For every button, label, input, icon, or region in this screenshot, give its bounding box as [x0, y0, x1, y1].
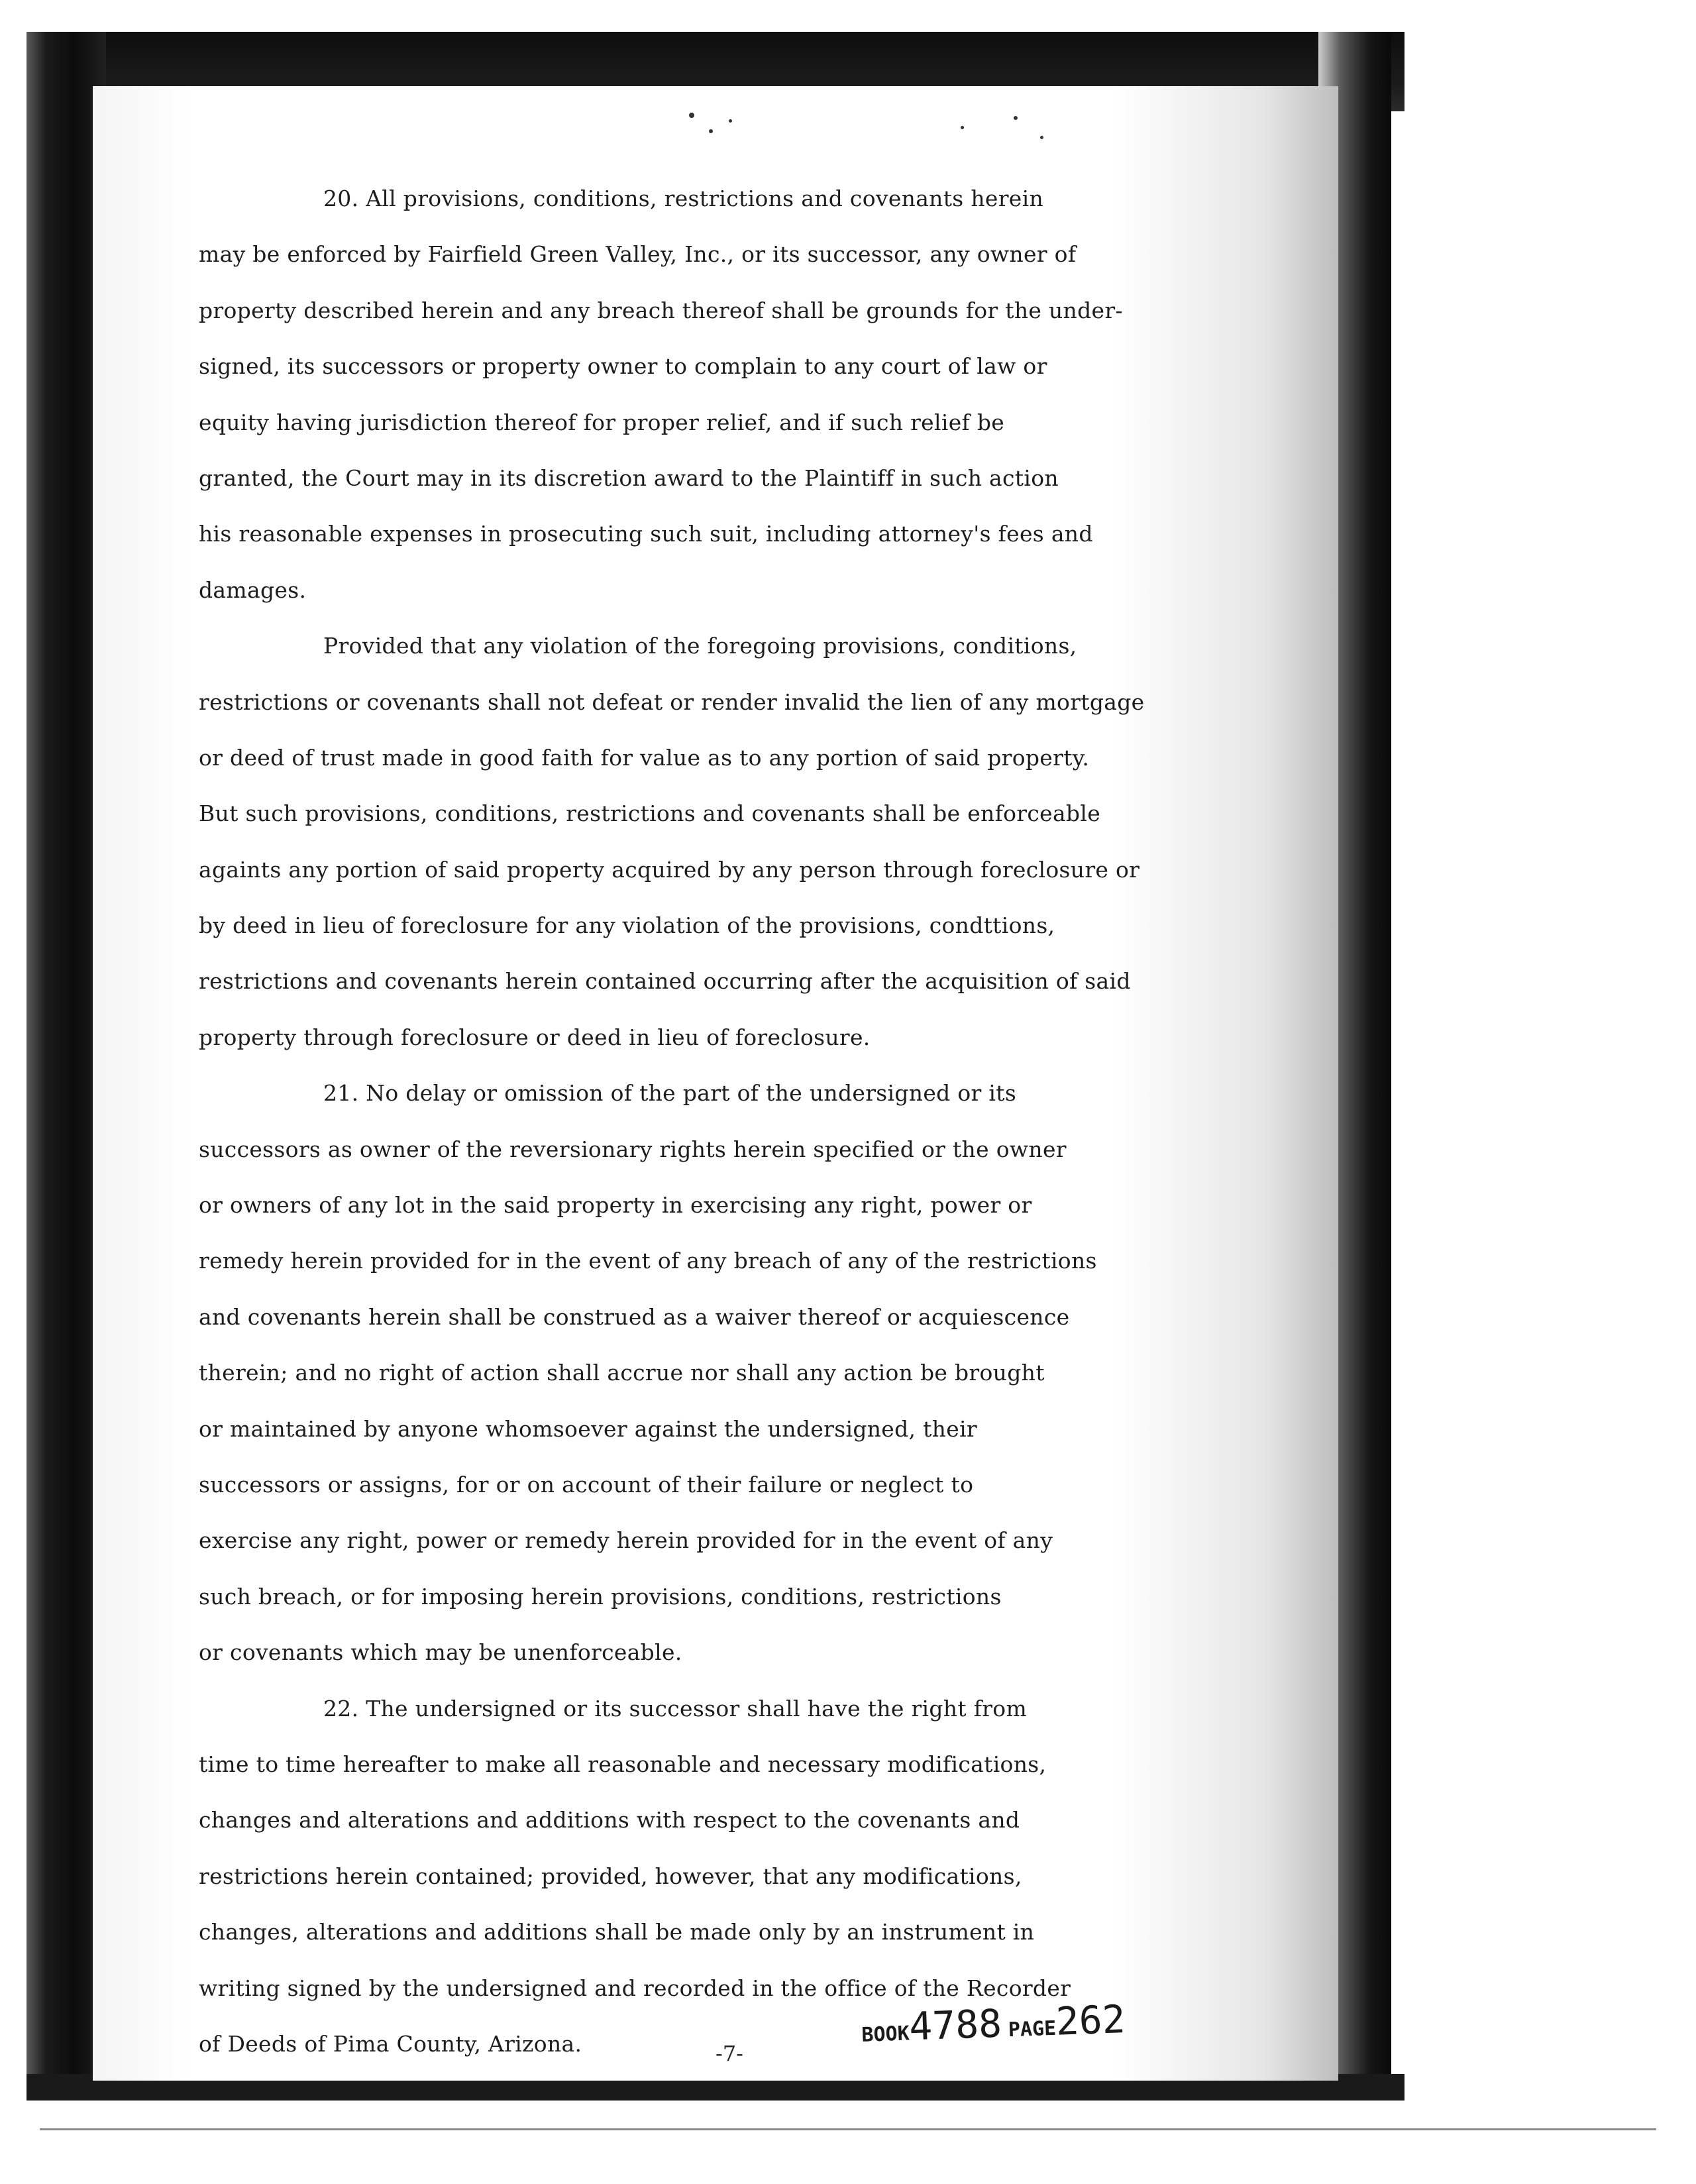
text-line: therein; and no right of action shall accrue nor shall any action be brought	[199, 1360, 1045, 1386]
text-line: damages.	[199, 576, 307, 603]
text-line: or covenants which may be unenforceable.	[199, 1639, 682, 1666]
text-line: or maintained by anyone whomsoever against the undersigned, their	[199, 1415, 977, 1442]
scan-speck	[709, 129, 713, 133]
text-line: signed, its successors or property owner to complain to any court of law or	[199, 353, 1047, 380]
page-ref: 262	[1055, 1996, 1126, 2044]
text-line: property through foreclosure or deed in lieu of foreclosure.	[199, 1024, 871, 1050]
text-line: his reasonable expenses in prosecuting such suit, including attorney's fees and	[199, 521, 1093, 547]
text-line: writing signed by the undersigned and recorded in the office of the Recorder	[199, 1975, 1071, 2001]
text-line: changes and alterations and additions with respect to the covenants and	[199, 1807, 1020, 1833]
text-line: or owners of any lot in the said property in exercising any right, power or	[199, 1192, 1032, 1219]
book-number: 4788	[908, 2000, 1003, 2049]
page-number: -7-	[716, 2041, 743, 2066]
scan-speck	[1014, 116, 1018, 120]
text-line: restrictions and covenants herein contained occurring after the acquisition of said	[199, 968, 1131, 995]
text-line: or deed of trust made in good faith for value as to any portion of said property.	[199, 744, 1090, 771]
scan-speck	[1040, 136, 1043, 139]
text-line: of Deeds of Pima County, Arizona.	[199, 2030, 582, 2057]
recording-stamp	[861, 1996, 1126, 2051]
text-line: 21. No delay or omission of the part of the undersigned or its	[323, 1080, 1017, 1107]
text-line: exercise any right, power or remedy herein provided for in the event of any	[199, 1527, 1053, 1554]
text-line: restrictions or covenants shall not defeat or render invalid the lien of any mortgage	[199, 688, 1145, 715]
page-label: PAGE	[1008, 2016, 1057, 2042]
scan-speck	[689, 113, 694, 118]
document-body	[199, 171, 1246, 2072]
text-line: by deed in lieu of foreclosure for any violation of the provisions, condttions,	[199, 912, 1055, 939]
text-line: 22. The undersigned or its successor shall have the right from	[323, 1695, 1028, 1721]
text-line: time to time hereafter to make all reasonable and necessary modifications,	[199, 1751, 1047, 1777]
scan-bottom-rule	[40, 2128, 1656, 2130]
text-line: But such provisions, conditions, restrictions and covenants shall be enforceable	[199, 800, 1101, 827]
text-line: 20. All provisions, conditions, restrictions and covenants herein	[323, 186, 1044, 211]
book-label: BOOK	[861, 2022, 910, 2047]
text-line: Provided that any violation of the foregoing provisions, conditions,	[323, 633, 1077, 659]
text-line: successors or assigns, for or on account of their failure or neglect to	[199, 1471, 974, 1498]
text-line: againts any portion of said property acquired by any person through foreclosure or	[199, 856, 1140, 883]
text-line: equity having jurisdiction thereof for proper relief, and if such relief be	[199, 409, 1005, 435]
text-line: remedy herein provided for in the event of any breach of any of the restrictions	[199, 1248, 1097, 1274]
scan-speck	[961, 126, 964, 129]
text-line: successors as owner of the reversionary rights herein specified or the owner	[199, 1136, 1067, 1162]
text-line: granted, the Court may in its discretion award to the Plaintiff in such action	[199, 464, 1059, 491]
text-line: changes, alterations and additions shall be made only by an instrument in	[199, 1919, 1035, 1945]
text-line: such breach, or for imposing herein provisions, conditions, restrictions	[199, 1583, 1002, 1610]
scan-speck	[729, 119, 732, 123]
text-line: restrictions herein contained; provided, however, that any modifications,	[199, 1863, 1022, 1889]
text-line: and covenants herein shall be construed as a waiver thereof or acquiescence	[199, 1303, 1070, 1330]
text-line: property described herein and any breach thereof shall be grounds for the under-	[199, 297, 1123, 323]
text-line: may be enforced by Fairfield Green Valley, Inc., or its successor, any owner of	[199, 241, 1077, 268]
